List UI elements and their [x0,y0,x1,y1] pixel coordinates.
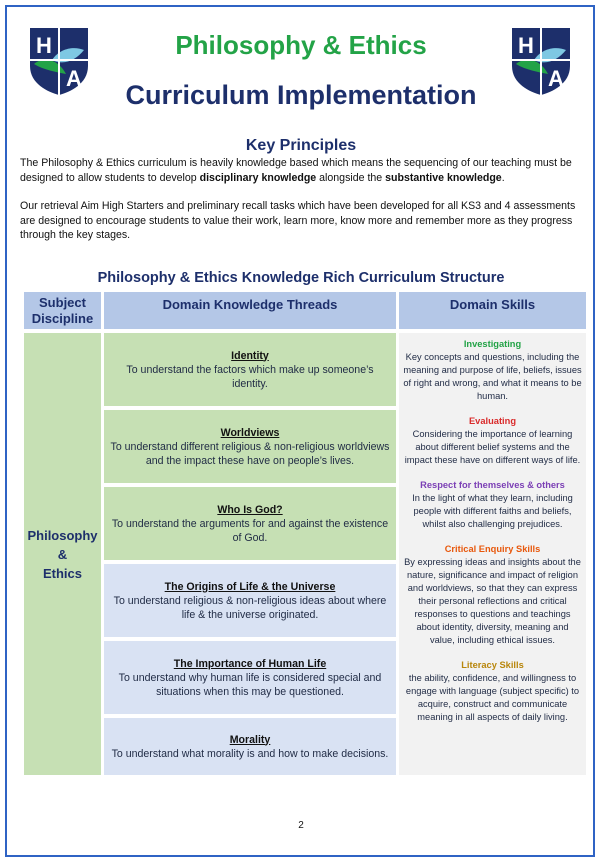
header-domain-threads: Domain Knowledge Threads [104,292,396,329]
skill-title: Evaluating [468,416,516,426]
thread-description: To understand different religious & non-religious worldviews and the impact these have on people’s lives. [110,440,390,467]
thread-description: To understand the arguments for and against the existence of God. [111,517,389,544]
skill-title: Critical Enquiry Skills [444,544,541,554]
subject-discipline-cell [24,333,101,775]
skill-title: Respect for themselves & others [420,480,565,490]
key-principles-paragraph-1 [20,156,586,185]
domain-skills-cell [399,333,586,775]
thread-description: To understand the factors which make up someone’s identity. [126,363,374,390]
thread-title: Who Is God? [217,503,283,516]
key-principles-paragraph-2: Our retrieval Aim High Starters and preliminary recall tasks which have been developed for all KS3 and 4 assessments are designed to encourage students to value their work, learn more, know more and remember more as they progress through the key stages. [20,200,576,242]
thread-title: The Origins of Life & the Universe [164,580,336,593]
header-domain-skills: Domain Skills [399,292,586,329]
skill-title: Investigating [463,339,522,349]
page-title-line2: Curriculum Implementation [125,80,477,110]
header-subject-discipline [24,292,101,329]
structure-heading: Philosophy & Ethics Knowledge Rich Curriculum Structure [97,270,505,286]
thread-morality [104,718,396,775]
header-subject-line2: Discipline [31,310,94,326]
thread-description: To understand religious & non-religious ideas about where life & the universe originated. [113,594,387,621]
skill-evaluating [403,415,582,467]
skill-respect [403,479,582,531]
logo-letter-h: H [36,33,52,58]
thread-title: The Importance of Human Life [173,657,327,670]
page-number: 2 [298,820,304,831]
skill-description: Key concepts and questions, including the meaning and purpose of life, beliefs, issues of right and wrong, and what it means to be human. [403,352,582,401]
skill-title: Literacy Skills [461,660,524,670]
skill-description: By expressing ideas and insights about the nature, significance and impact of religion and worldviews, so that they can express their personal reflections and critical responses to questions and teachings about identity, diversity, meaning and value, including ethical issues. [404,557,581,645]
thread-origins-of-life [104,564,396,637]
logo-letter-h: H [518,33,534,58]
logo-letter-a: A [66,66,82,91]
thread-importance-of-human-life [104,641,396,714]
page-title-line1: Philosophy & Ethics [175,30,427,60]
para1-text-a: The Philosophy & Ethics curriculum is heavily knowledge based which means the sequencing of our teaching must be designed to allow students to develop [20,157,572,184]
skill-description: Considering the importance of learning about different belief systems and the impact these have on different ways of life. [404,429,581,465]
thread-identity [104,333,396,406]
key-principles-heading: Key Principles [245,137,357,154]
thread-description: To understand what morality is and how to make decisions. [111,747,389,760]
thread-description: To understand why human life is considered special and situations when this may be questioned. [118,671,382,698]
thread-title: Worldviews [220,426,280,439]
skill-critical-enquiry [403,543,582,647]
subject-line1: Philosophy [27,527,98,543]
subject-line2: & [57,546,68,562]
thread-who-is-god [104,487,396,560]
para1-bold-substantive: substantive knowledge [385,171,502,184]
logo-letter-a: A [548,66,564,91]
para1-text-e: . [501,171,505,184]
skill-investigating [403,338,582,403]
skill-description: In the light of what they learn, including people with different faiths and beliefs, whilst also challenging prejudices. [412,493,573,529]
header-subject-line1: Subject [39,294,86,310]
thread-title: Morality [229,733,271,746]
skill-literacy [403,659,582,724]
para1-bold-disciplinary: disciplinary knowledge [199,171,317,184]
subject-line3: Ethics [42,565,82,581]
thread-title: Identity [231,349,269,362]
para1-text-c: alongside the [316,171,386,184]
skill-description: the ability, confidence, and willingness to engage with language (subject specific) to acquire, construct and communicate meaning in all aspects of daily living. [405,673,580,722]
thread-worldviews [104,410,396,483]
